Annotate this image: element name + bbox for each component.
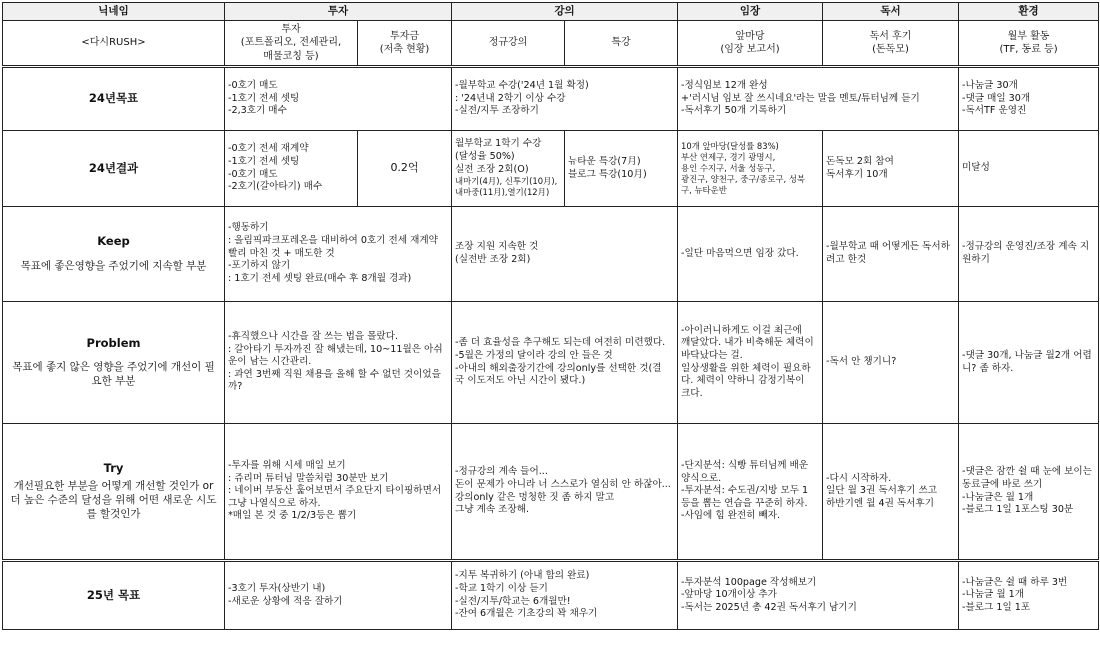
result24-invest-amount: 0.2억: [358, 131, 452, 207]
keep-lecture: 조장 지원 지속한 것 (실전반 조장 2회): [452, 207, 678, 302]
row-label-result-24: 24년결과: [3, 131, 225, 207]
invest-amount-subheader: 투자금 (저축 현황): [358, 21, 452, 66]
result24-invest: -0호기 전세 재계약 -1호기 전세 셋팅 -0호기 매도 -2호기(갈아타기) 매수: [225, 131, 358, 207]
keep-environment: -정규강의 운영진/조장 계속 지 원하기: [959, 207, 1099, 302]
keep-invest: -행동하기 : 올림픽파크포레온을 대비하여 0호기 전세 재계약 빨리 마친 것 + 매도한 것 -포기하지 않기 : 1호기 전세 셋팅 완료(매수 후 8개월 경과): [225, 207, 452, 302]
header-environment: 환경: [959, 3, 1099, 21]
row-label-keep: Keep 목표에 좋은영향을 주었기에 지속할 부분: [3, 207, 225, 302]
row-label-goal-24: 24년목표: [3, 68, 225, 131]
result24-reading: 돈독모 2회 참여 독서후기 10개: [823, 131, 959, 207]
result24-imjang: 10개 앞마당(달성률 83%) 부산 연제구, 경기 광명시, 용인 수지구, 서울 성동구, 광진구, 양천구, 중구/종로구, 성북 구, 뉴타운반: [678, 131, 823, 207]
goal24-imjang-reading: -정식임보 12개 완성 +'러시님 임보 잘 쓰시네요'라는 말을 멘토/튜터님께 듣기 -독서후기 50개 기록하기: [678, 68, 959, 131]
header-lecture: 강의: [452, 3, 678, 21]
problem-reading: -독서 안 챙기니?: [823, 302, 959, 424]
header-invest: 투자: [225, 3, 452, 21]
invest-subheader: 투자 (포트폴리오, 전세관리, 매물코칭 등): [225, 21, 358, 66]
header-reading: 독서: [823, 3, 959, 21]
try-invest: -투자를 위해 시세 매일 보기 : 쥬리머 튜터님 말씀처럼 30분만 보기 : 네이버 부동산 훑어보면서 주요단지 타이핑하면서 그냥 나열식으로 하자. *매일 본 것 중 1/2/3등은 뽑기: [225, 424, 452, 560]
try-environment: -댓글은 잠깐 쉴 때 눈에 보이는 동료글에 바로 쓰기 -나눔글은 월 1개 -블로그 1일 1포스팅 30분: [959, 424, 1099, 560]
problem-imjang: -아이러니하게도 이걸 최근에 깨달았다. 내가 비축해둔 체력이 바닥났다는 걸. 일상생활을 위한 체력이 필요하 다. 체력이 약하니 감정기복이 크다.: [678, 302, 823, 424]
goal25-imjang-reading: -투자분석 100page 작성해보기 -앞마당 10개이상 추가 -독서는 2025년 총 42권 독서후기 남기기: [678, 562, 959, 630]
try-lecture: -정규강의 계속 들어... 돈이 문제가 아니라 너 스스로가 열심히 안 하잖아... 강의only 같은 멍청한 짓 좀 하지 말고 그냥 계속 조장해.: [452, 424, 678, 560]
result24-regular-lecture: 월부학교 1학기 수강 (달성율 50%) 실전 조장 2회(O) 내마기(4月), 신투기(10月), 내마중(11月),열기(12月): [452, 131, 565, 207]
try-reading: -다시 시작하자. 일단 월 3권 독서후기 쓰고 하반기엔 월 4권 독서후기: [823, 424, 959, 560]
goal24-lecture: -월부학교 수강('24년 1월 확정) : '24년내 2학기 이상 수강 -실전/지투 조장하기: [452, 68, 678, 131]
problem-invest: -휴직했으나 시간을 잘 쓰는 법을 몰랐다. : 갈아타기 투자까진 잘 해냈는데, 10~11월은 아쉬 운이 남는 시간관리. : 과연 3번째 직원 채용을 올해 할 수 없던 것이었을 까?: [225, 302, 452, 424]
goal25-environment: -나눔글은 쉴 때 하루 3번 -나눔글 월 1개 -블로그 1일 1포: [959, 562, 1099, 630]
front-yard-subheader: 앞마당 (임장 보고서): [678, 21, 823, 66]
keep-reading: -월부학교 때 어떻게든 독서하 려고 한것: [823, 207, 959, 302]
row-problem: [3, 302, 1099, 424]
row-label-try: Try 개선필요한 부분을 어떻게 개선할 것인가 or 더 높은 수준의 달성을 위해 어떤 새로운 시도 를 할것인가: [3, 424, 225, 560]
problem-lecture: -좀 더 효율성을 추구해도 되는데 여전히 미련했다. -5월은 가정의 달이라 강의 안 들은 것 -아내의 해외출장기간에 강의only를 선택한 것(결 국 이도저도 아닌 시간이 됐다.): [452, 302, 678, 424]
header-imjang: 임장: [678, 3, 823, 21]
result24-special-lecture: 뉴타운 특강(7月) 블로그 특강(10月): [565, 131, 678, 207]
try-imjang: -단지분석: 식빵 튜터님께 배운 양식으로. -투자분석: 수도권/지방 모두 1 등을 뽑는 연습을 꾸준히 하자. -사임에 힘 완전히 빼자.: [678, 424, 823, 560]
book-review-subheader: 독서 후기 (돈독모): [823, 21, 959, 66]
row-try: [3, 424, 1099, 560]
row-label-goal-25: 25년 목표: [3, 562, 225, 630]
row-result-24: [3, 131, 1099, 207]
goal25-lecture: -지투 복귀하기 (아내 합의 완료) -학교 1학기 이상 듣기 -실전/지투/학교는 6개월만! -잔여 6개월은 기초강의 꽉 채우기: [452, 562, 678, 630]
retrospective-table: [2, 2, 1099, 630]
header-nickname: 닉네임: [3, 3, 225, 21]
row-keep: [3, 207, 1099, 302]
header-row: [3, 3, 1099, 21]
special-lecture-subheader: 특강: [565, 21, 678, 66]
goal24-invest: -0호기 매도 -1호기 전세 셋팅 -2,3호기 매수: [225, 68, 452, 131]
regular-lecture-subheader: 정규강의: [452, 21, 565, 66]
goal25-invest: -3호기 투자(상반기 내) -새로운 상황에 적응 잘하기: [225, 562, 452, 630]
row-label-problem: Problem 목표에 좋지 않은 영향을 주었기에 개선이 필 요한 부분: [3, 302, 225, 424]
monthly-activity-subheader: 월부 활동 (TF, 동료 등): [959, 21, 1099, 66]
keep-imjang: -일단 마음먹으면 임장 갔다.: [678, 207, 823, 302]
subheader-row: [3, 21, 1099, 66]
problem-environment: -댓글 30개, 나눔글 월2개 어렵 니? 좀 하자.: [959, 302, 1099, 424]
result24-environment: 미달성: [959, 131, 1099, 207]
nickname-cell: <다시RUSH>: [3, 21, 225, 66]
row-goal-25: [3, 562, 1099, 630]
goal24-environment: -나눔글 30개 -댓글 매일 30개 -독서TF 운영진: [959, 68, 1099, 131]
row-goal-24: [3, 68, 1099, 131]
